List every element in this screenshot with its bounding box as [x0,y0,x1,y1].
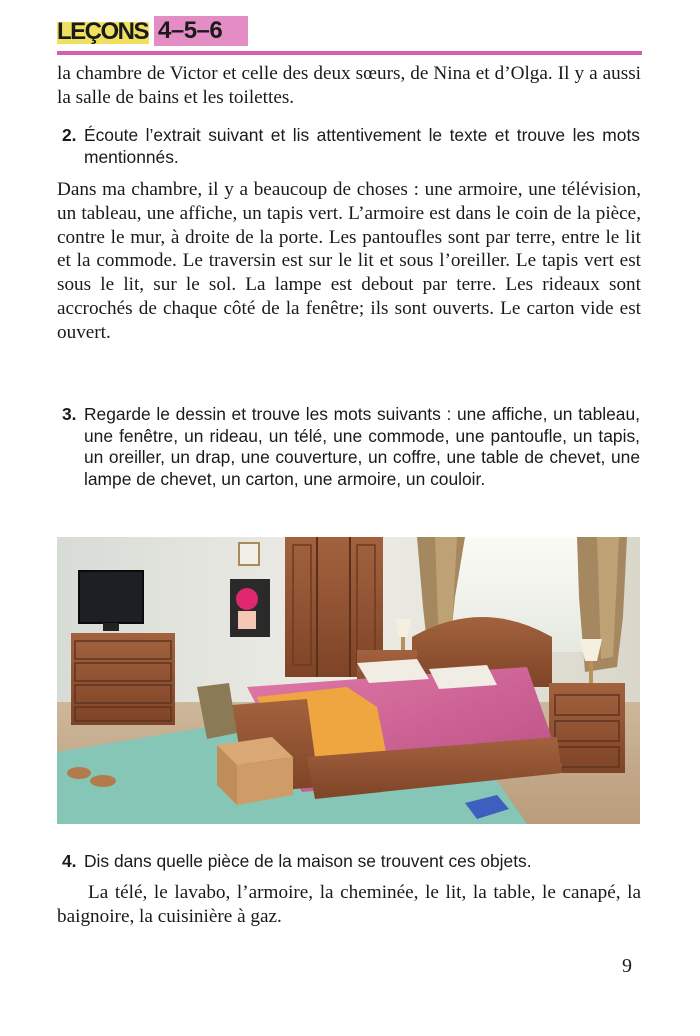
exercise-number: 3. [62,404,77,424]
exercise-number: 4. [62,851,77,871]
exercise-instruction: Regarde le dessin et trouve les mots suivants : une affiche, un tableau, une fenêtre, un rideau, un télé, une commode, une pantoufle, un tapis, un oreiller, un drap, une couverture, un coffre, une table de chevet, une lampe de chevet, un carton, une armoire, un couloir. [84,404,640,489]
exercise-instruction: Dis dans quelle pièce de la maison se trouvent ces objets. [84,851,532,871]
lesson-numbers: 4–5–6 [158,17,223,44]
lesson-header [57,14,642,56]
reading-paragraph: Dans ma chambre, il y a beaucoup de choses : une armoire, une télévision, un tableau, une affiche, un tapis vert. L’armoire est dans le coin de la pièce, contre le mur, à droite de la porte. Les pantoufles sont par terre, entre le lit et la commode. Le traversin est sur le lit et sous l’oreiller. Le tapis vert est sous le lit, sur le sol. La lampe est debout par terre. Les rideaux sont accrochés de chaque côté de la fenêtre; ils sont ouverts. Le carton vide est ouvert. [57,179,641,343]
page-number: 9 [622,955,632,977]
header-rule [57,51,642,55]
intro-paragraph: la chambre de Victor et celle des deux sœurs, de Nina et d’Olga. Il y a aussi la salle de bains et les toilettes. [57,63,641,108]
lesson-title: LEÇONS [57,18,149,45]
bedroom-photo [57,537,640,824]
objects-list: La télé, le lavabo, l’armoire, la cheminée, le lit, la table, le canapé, la baignoire, la cuisinière à gaz. [57,882,641,927]
exercise-instruction: Écoute l’extrait suivant et lis attentivement le texte et trouve les mots mentionnés. [84,125,640,167]
exercise-number: 2. [62,125,77,145]
